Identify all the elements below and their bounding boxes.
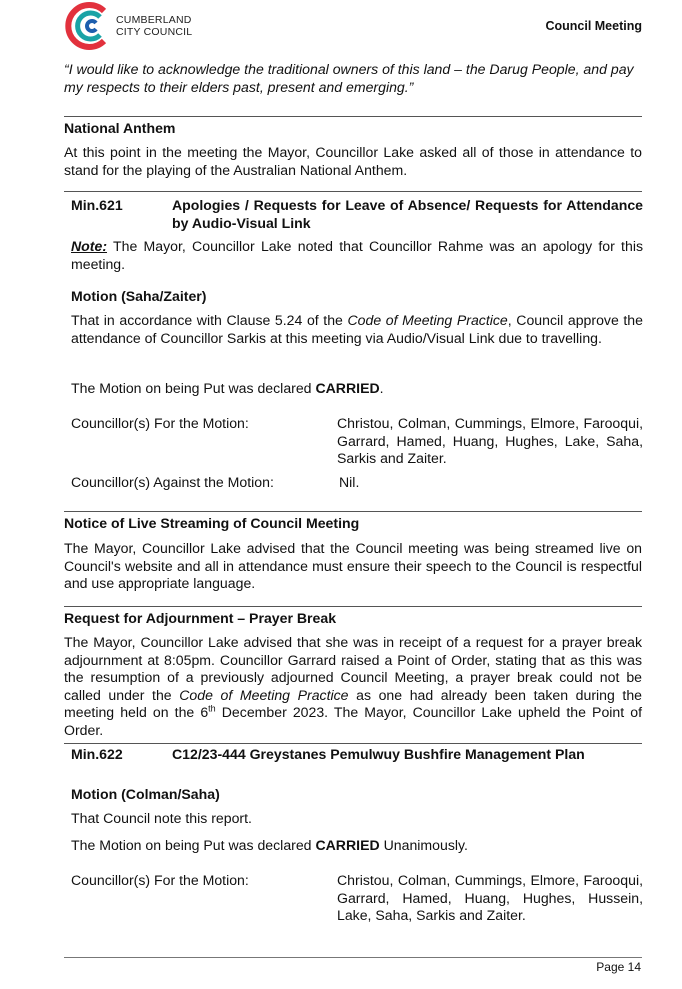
- adjournment-text: [64, 634, 642, 740]
- min-622-result: [71, 837, 643, 855]
- motion-text-italic: Code of Meeting Practice: [347, 312, 508, 328]
- acknowledgement-quote: “I would like to acknowledge the traditional owners of this land – the Darug People, and pay my respects to their elders past, present and emerging.”: [64, 61, 634, 95]
- adjournment-text-3: December 2023. The Mayor, Councillor Lake upheld the Point of Order.: [64, 704, 642, 738]
- adjournment-text-italic: Code of Meeting Practice: [179, 686, 349, 703]
- result-pre: The Motion on being Put was declared: [71, 837, 316, 853]
- motion-text-pre: That in accordance with Clause 5.24 of the: [71, 312, 348, 328]
- min-621-result: [71, 380, 643, 398]
- min-621-title: Apologies / Requests for Leave of Absence/ Requests for Attendance by Audio-Visual Link: [172, 197, 643, 231]
- min-622-number: Min.622: [71, 746, 123, 762]
- logo-text: [116, 14, 192, 38]
- streaming-title: Notice of Live Streaming of Council Meeting: [64, 515, 360, 531]
- cumberland-logo-icon: [64, 0, 120, 52]
- note-text: The Mayor, Councillor Lake noted that Councillor Rahme was an apology for this meeting.: [71, 238, 643, 272]
- motion-text-post: , Council approve the attendance of Councillor Sarkis at this meeting via Audio/Visual Link due to travelling.: [71, 312, 643, 346]
- adjournment-text-2: as one had already been taken during the meeting held on the 6: [64, 686, 642, 721]
- adjournment-text-1: The Mayor, Councillor Lake advised that she was in receipt of a request for a prayer break adjournment at 8:05pm. Councillor Garrard raised a Point of Order, stating that as this was the resumption of a previously adjourned Council Meeting, a prayer break could not be called under the: [64, 634, 642, 703]
- result-pre: The Motion on being Put was declared: [71, 380, 316, 396]
- logo-line-2: CITY COUNCIL: [116, 26, 193, 38]
- page-number: Page 14: [596, 960, 641, 974]
- min-621-for-names: Christou, Colman, Cummings, Elmore, Farooqui, Garrard, Hamed, Huang, Hughes, Lake, Saha, Sarkis and Zaiter.: [337, 415, 643, 467]
- min-622-for-label: Councillor(s) For the Motion:: [71, 872, 249, 888]
- divider: [64, 191, 642, 192]
- note-label: Note:: [71, 238, 108, 254]
- anthem-text: At this point in the meeting the Mayor, Councillor Lake asked all of those in attendance to stand for the playing of the Australian National Anthem.: [64, 144, 642, 178]
- divider: [64, 116, 642, 117]
- min-622-title: C12/23-444 Greystanes Pemulwuy Bushfire Management Plan: [172, 746, 585, 762]
- footer-divider: [64, 957, 642, 958]
- min-621-against-label: Councillor(s) Against the Motion:: [71, 474, 274, 490]
- result-post: .: [379, 380, 384, 396]
- min-621-note: [71, 238, 643, 273]
- min-621-against-names: Nil.: [339, 474, 360, 490]
- min-621-number: Min.621: [71, 197, 123, 213]
- min-621-motion-text: [71, 312, 643, 347]
- divider: [64, 743, 642, 744]
- anthem-title: National Anthem: [64, 120, 176, 136]
- min-621-motion-title: Motion (Saha/Zaiter): [71, 288, 207, 304]
- adjournment-sup: th: [208, 703, 216, 714]
- result-post: Unanimously.: [379, 837, 468, 853]
- result-carried: CARRIED: [315, 380, 380, 396]
- min-621-for-label: Councillor(s) For the Motion:: [71, 415, 249, 431]
- min-622-motion-text: That Council note this report.: [71, 810, 252, 826]
- adjournment-title: Request for Adjournment – Prayer Break: [64, 610, 337, 626]
- min-622-for-names: Christou, Colman, Cummings, Elmore, Farooqui, Garrard, Hamed, Huang, Hughes, Hussein, Lake, Saha, Sarkis and Zaiter.: [337, 872, 643, 924]
- logo-line-1: CUMBERLAND: [116, 14, 192, 26]
- streaming-text: The Mayor, Councillor Lake advised that the Council meeting was being streamed live on Council's website and all in attendance must ensure their speech to the Council is respectful and use appropriate language.: [64, 540, 642, 592]
- meeting-label: Council Meeting: [545, 19, 642, 33]
- min-622-motion-title: Motion (Colman/Saha): [71, 786, 220, 802]
- divider: [64, 511, 642, 512]
- divider: [64, 606, 642, 607]
- result-carried: CARRIED: [315, 837, 380, 853]
- page-header: [64, 0, 642, 56]
